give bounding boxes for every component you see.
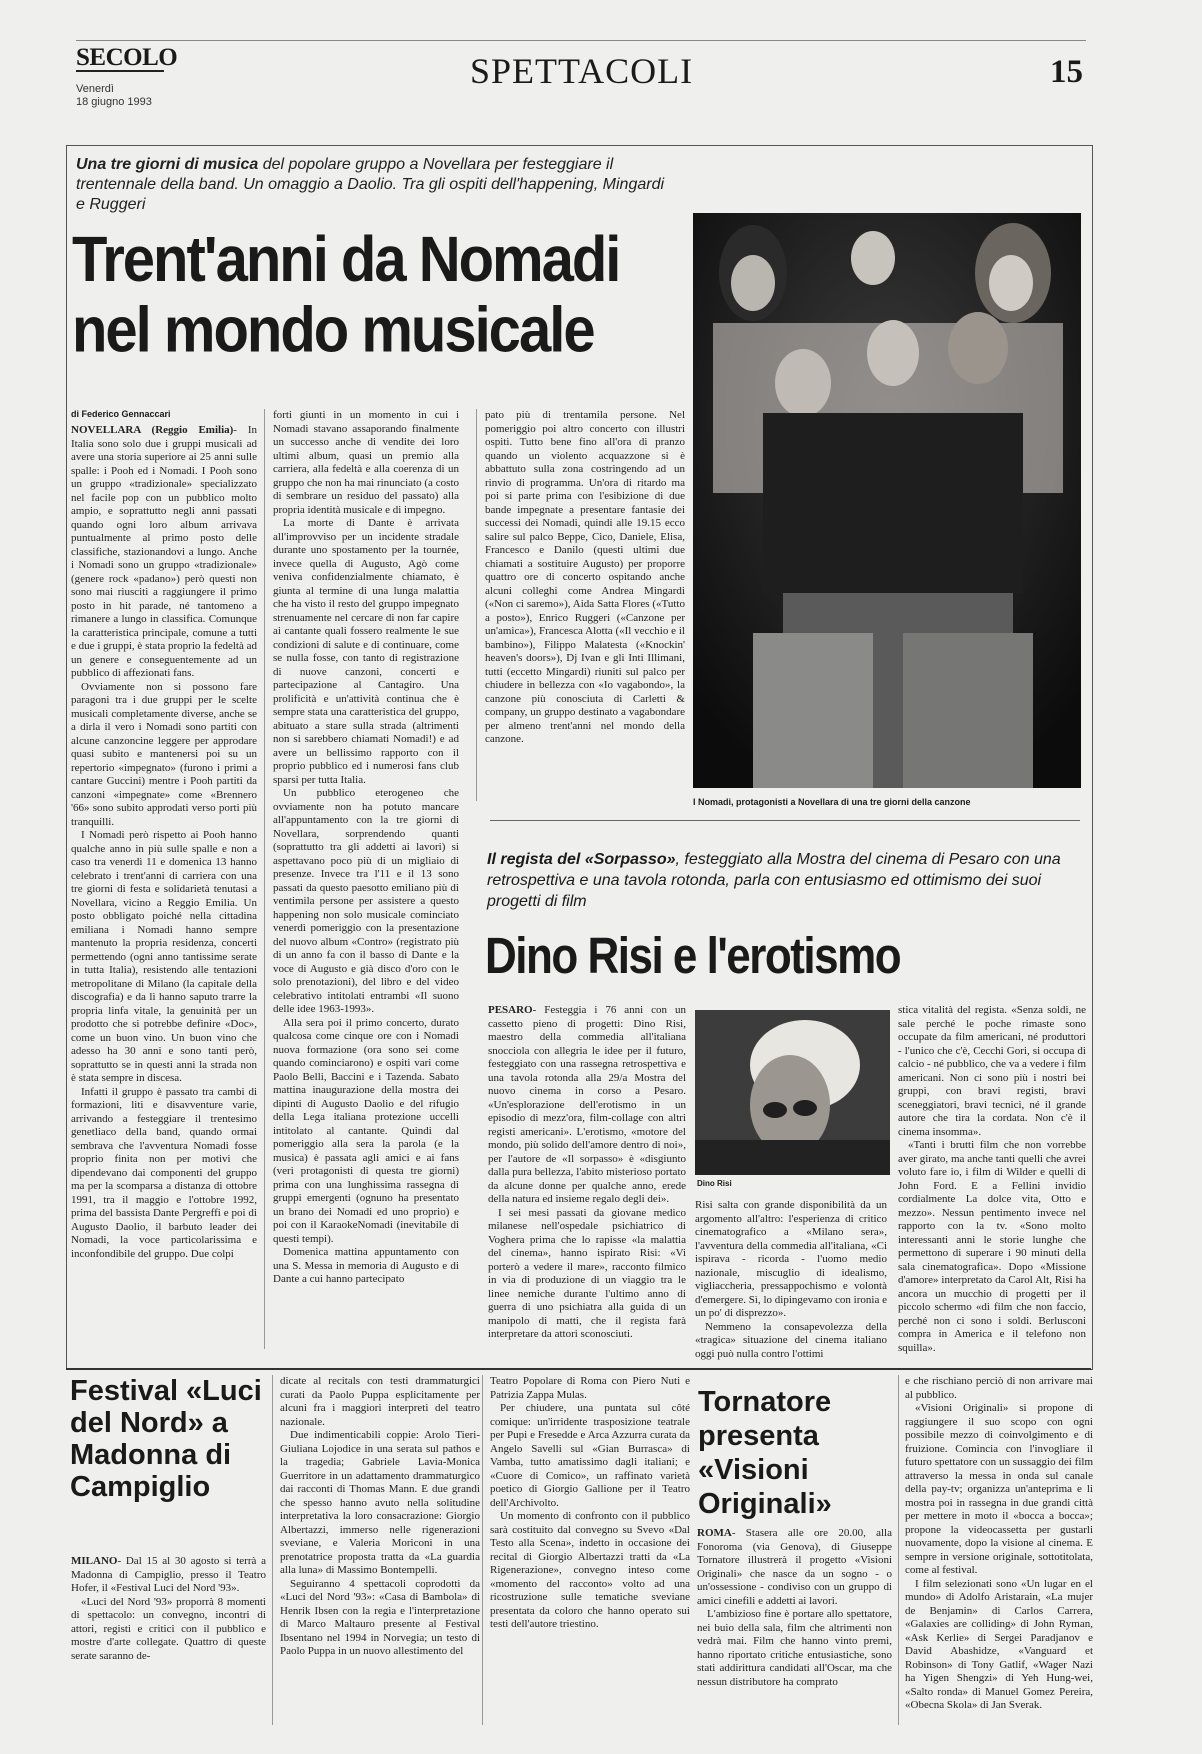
festival-dateline: MILANO	[71, 1555, 118, 1567]
tornatore-headline: Tornatore presenta «Visioni Originali»	[698, 1386, 832, 1520]
bottom-rule	[66, 1368, 1091, 1370]
risi-col2-para2: Nemmeno la consapevolezza della «tragica» situazione del cinema italiano oggi può nulla contro l'ottimi	[695, 1320, 887, 1360]
risi-column-2	[695, 1199, 887, 1360]
risi-kicker-lead: Il regista del «Sorpasso»	[487, 851, 676, 868]
top-rule	[76, 40, 1086, 41]
nomadi-column-3	[476, 409, 685, 801]
nomadi-headline-line1: Trent'anni da Nomadi	[72, 223, 620, 296]
nomadi-band-photo	[693, 213, 1081, 788]
tornatore-col2-para1: e che rischiano perciò di non arrivare mai al pubblico.	[905, 1375, 1093, 1401]
festival-column-3	[482, 1375, 690, 1725]
nomadi-kicker-rest: del popolare gruppo a Novellara per festeggiare il trentennale della band. Un omaggio a Daolio. Tra gli ospiti dell'happening, Mingardi e Ruggeri	[76, 156, 665, 213]
nomadi-col2-para3: Un pubblico eterogeneo che ovviamente non ha potuto mancare all'appuntamento con la tre giorni di Novellara, sorprendendo quanti (soprattutto tra gli addetti ai lavori) si aspettavano poco più di un migliaio di presenze. Invece tra l'11 e il 13 sono passati da questo paesotto emiliano più di ventimila persone per assistere a questo happening non solo musicale cominciato venerdì pomeriggio con la presentazione del nuovo album «Contro» (registrato più di un anno fa con il basso di Dante e la voce di Augusto e già disco d'oro con le solo prenotazioni), del libro e del video celebrativo intitolati entrambi «Il suono delle idee 1963-1993».	[273, 787, 459, 1015]
tornatore-col2-para2: «Visioni Originali» si propone di raggiungere il suo scopo con ogni possibile mezzo di coinvolgimento e di fruizione. Comincia con l'invogliare il futuro spettatore con un sussaggio dei film attraverso la messa in onda sul canale della pay-tv; organizza un'anteprima e li mostra poi in rassegna in due grandi città per mettere in moto il «bocca a bocca»; propone la videocassetta per gustarli nuovamente, dopo la visione al cinema. E sempre in versione originale, sottotitolata, come al festival.	[905, 1402, 1093, 1576]
nomadi-col1-para4: Infatti il gruppo è passato tra cambi di formazioni, liti e disavventure varie, arrivando a festeggiare il trentesimo genetliaco della band, quando ormai sembrava che l'avventura Nomadi fosse proprio finita non per motivi che dipendevano dai componenti del gruppo ma per la scomparsa a distanza di ottobre 1991, tra il maggio e l'ottobre 1992, prima del bassista Dante Pergreffi e poi di Augusto Daolio, il barbuto leader dei Nomadi, la voce particolarissima e inconfondibile del gruppo. Due colpi	[71, 1085, 257, 1260]
section-title: SPETTACOLI	[470, 51, 694, 91]
festival-col3-para3: Un momento di confronto con il pubblico sarà costituito dal convegno su Svevo «Dal Testo alla Scena», indetto in occasione dei recital di Giorgio Albertazzi tratti da «La Rigenerazione», convegno inteso come «momento del racconto» volto ad una ricostruzione sulle tematiche sveviane presentata da coloro che hanno operato sui testi dell'autore triestino.	[490, 1510, 690, 1630]
festival-col3-para1: Teatro Popolare di Roma con Piero Nuti e Patrizia Zappa Mulas.	[490, 1375, 690, 1401]
risi-col1-para2: I sei mesi passati da giovane medico milanese nell'ospedale psichiatrico di Voghera prima che lo rapisse «la malattia del cinema», hanno ispirato Risi: «Vi porterò a vedere il mare», racconto filmico in via di produzione di un viaggio tra le linee nemiche durante l'ultimo anno di guerra di uno psichiatra alla guida di un manipolo di matti, che il regista farà interpretare da attori sconosciuti.	[488, 1206, 686, 1340]
risi-headline: Dino Risi e l'erotismo	[485, 928, 901, 985]
section-divider	[490, 820, 1080, 821]
issue-full-date: 18 giugno 1993	[76, 96, 152, 108]
risi-column-3	[898, 1004, 1086, 1354]
nomadi-col2-para5: Domenica mattina appuntamento con una S. Messa in memoria di Augusto e di Dante a cui hanno partecipato	[273, 1246, 459, 1285]
risi-column-1	[488, 1004, 686, 1344]
risi-col1-text: - Festeggia i 76 anni con un cassetto pieno di progetti: Dino Risi, maestro della commedia all'italiana snocciola con allegria le idee per il futuro, festeggiato con una rassegna retrospettiva e una tavola rotonda alla 29/a Mostra del nuovo cinema in corso a Pesaro. «Un'esplorazione dell'erotismo in un episodio di mezz'ora, film-collage con altri registi americani». L'erotismo, «motore del mondo, più solido dell'amore dentro di noi», per l'autore de «Il sorpasso» è «disgiunto dalla pura bellezza, l'abito misterioso portato da alcune donne per qualche anno, erede della natura ed insieme regalo degli dei».	[488, 1004, 686, 1205]
nomadi-kicker-lead: Una tre giorni di musica	[76, 156, 259, 173]
festival-col2-para2: Due indimenticabili coppie: Arolo Tieri-Giuliana Lojodice in una serata sul pathos e la tragedia; Gabriele Lavia-Monica Guerritore in un adattamento drammaturgico dai racconti di Thomas Mann. E due grandi che spesso hanno avuto nella solitudine interpretativa la loro consacrazione: Giorgio Albertazzi, immerso nelle rigenerazioni sveviane, e Valeria Moriconi in una prenotatrice proposta tratta da «La guardia alla luna» di Massimo Bontempelli.	[280, 1429, 480, 1576]
risi-photo-caption: Dino Risi	[697, 1179, 732, 1188]
logo-underline	[76, 70, 164, 76]
nomadi-col1-text: - In Italia sono solo due i gruppi musicali ad avere una storia superiore ai 25 anni sulle spalle: i Pooh ed i Nomadi. I Pooh sono un gruppo «tradizionale» specializzato nel facile pop con un pubblico molto ampio, e soprattutto negli anni passati quando ogni loro album arrivava puntualmente al primo posto delle classifiche, stazionandovi a lungo. Anche i Nomadi sono un gruppo «tradizionale» (genere rock «padano») però questi non sono mai riusciti a raggiungere il primo posto in hit parade, né tantomeno a rimanere a lungo in classifica. Comunque la caratteristica principale, comune a tutti e due i gruppi, è stata proprio la fedeltà ad un genere e conseguentemente ad un pubblico di affezionati fans.	[71, 424, 257, 679]
risi-dateline: PESARO	[488, 1004, 533, 1016]
nomadi-column-2	[264, 409, 459, 1349]
portrait-graphic	[695, 1010, 890, 1175]
dino-risi-portrait	[695, 1010, 890, 1175]
festival-col1-text: - Dal 15 al 30 agosto si terrà a Madonna di Campiglio, presso il Teatro Hofer, il «Festival Luci del Nord '93».	[71, 1555, 266, 1594]
tornatore-col2-para3: I film selezionati sono «Un lugar en el mundo» di Adolfo Aristarain, «La mujer de Benjamin» di Carlos Carrera, «Galaxies are colliding» di John Ryman, «Ask Kerlie» di Sergei Paradjanov e David Abashidze, «Vanguard et Robinson» di Tony Gatlif, «Wager Nazi ha Yigen Shengzi» di Yeh Hung-wei, «Salto ronda» di Manuel Gomez Pereira, «Obecna Skola» di Jan Sverak.	[905, 1577, 1093, 1711]
tornatore-column-1	[697, 1527, 892, 1725]
nomadi-byline: di Federico Gennaccari	[71, 409, 171, 419]
festival-headline: Festival «Luci del Nord» a Madonna di Campiglio	[70, 1375, 262, 1503]
nomadi-photo-caption: I Nomadi, protagonisti a Novellara di una tre giorni della canzone	[693, 797, 971, 807]
risi-col3-para1: stica vitalità del regista. «Senza soldi, ne sale perché le poche rimaste sono occupate da film americani, né produttori - l'unico che c'è, Cecchi Gori, si occupa di calcio - né pubblico, che va a vedere i film americani. Non ci sono più i nostri bei gruppi, con bravi registi, bravi sceneggiatori, bravi tecnici, né il grande autore che tira la cordata. Non c'è il cinema insomma».	[898, 1004, 1086, 1138]
nomadi-col2-para1: forti giunti in un momento in cui i Nomadi stavano assaporando finalmente un successo anche di vendite dei loro ultimi album, quasi un premio alla carriera, alla fedeltà e alla coerenza di un gruppo che non ha mai rinunciato (a costo di sembrare un residuo del passato) alla propria identità musicale e di impegno.	[273, 409, 459, 516]
nomadi-headline-line2: nel mondo musicale	[72, 294, 594, 366]
nomadi-col1-para3: I Nomadi però rispetto ai Pooh hanno qualche anno in più sulle spalle e non a caso tra venerdì 11 e domenica 13 hanno celebrato i trent'anni di carriera con una tre giorni di festa e solidarietà tenutasi a Novellara, vicino a Reggio Emilia. Un posto obbligato poiché nella cittadina emiliana i Nomadi hanno sempre mantenuto la propria residenza, concerti permettendo (ogni anno tantissime serate in tutta Italia), resistendo alle tentazioni metropolitane di Milano (la capitale della discografia) e da lì hanno saputo trarre la propria linfa vitale, la genuinità per un prodotto che si potrebbe definire «Doc», come un buon vino. Un buon vino che adesso ha 30 anni e sono tanti però, soprattutto se in questi anni la strada non è stata sempre in discesa.	[71, 829, 257, 1084]
festival-col1-para2: «Luci del Nord '93» proporrà 8 momenti di spettacolo: un convegno, incontri di attori, registi e critici con il pubblico e mostre d'arte collegate. Quattro di queste serate saranno de-	[71, 1595, 266, 1662]
page-number: 15	[1050, 54, 1083, 90]
festival-col3-para2: Per chiudere, una puntata sul côté comique: un'irridente trasposizione teatrale per Pupi e Fresedde e Arca Azzurra curata da Angelo Savelli sul «Gian Burrasca» di Vamba, tutto amatissimo dagli italiani; e «Cuore di Comico», un raffinato varietà poetico di Giorgio Gallione per il Teatro dell'Archivolto.	[490, 1402, 690, 1509]
risi-kicker-rest: , festeggiato alla Mostra del cinema di Pesaro con una retrospettiva e una tavola rotonda, parla con entusiasmo ed ottimismo dei suoi progetti di film	[487, 851, 1061, 910]
nomadi-col2-para4: Alla sera poi il primo concerto, durato qualcosa come cinque ore con i Nomadi nuova formazione (ora sono sei come quando cominciarono) e ospiti vari come Paolo Belli, Baccini e i Tazenda. Sabato mattina inaugurazione della mostra dei dipinti di Augusto Daolio e del rifugio della Lega italiana protezione uccelli intitolato al cantante. Quindi dal pomeriggio alla sera la parola (e la musica) è passata agli amici e ai fans (veri protagonisti di questa tre giorni) prima con una lunghissima rassegna di gruppi emergenti (ognuno ha presentato un brano dei Nomadi ed uno proprio) e poi con il KaraokeNomadi (inevitabile di questi tempi).	[273, 1016, 459, 1245]
festival-col2-para3: Seguiranno 4 spettacoli coprodotti da «Luci del Nord '93»: «Casa di Bambola» di Henrik Ibsen con la regia e l'interpretazione di Marco Maltauro presente al Festival Ibsentano nel 1994 in Norvegia; un testo di Paolo Puppa in un nuovo allestimento del	[280, 1577, 480, 1657]
nomadi-col1-para2: Ovviamente non si possono fare paragoni tra i due gruppi per le scelte musicali completamente diverse, anche se a dirla il vero i Nomadi sono partiti con alcune canzoncine leggere per approdare quasi subito e mantenersi poi su un repertorio «impegnato» (furono i primi a cantare Guccini) mentre i Pooh partiti da canzoni «impegnate» come «Brennero '66» sono subito approdati verso porti più tranquilli.	[71, 680, 257, 828]
tornatore-column-2	[898, 1375, 1093, 1725]
festival-col2-para1: dicate al recitals con testi drammaturgici curati da Paolo Puppa esplicitamente per alcuni fra i maggiori interpreti del teatro nazionale.	[280, 1375, 480, 1428]
band-photo-graphic	[693, 213, 1081, 788]
nomadi-dateline: NOVELLARA (Reggio Emilia)	[71, 424, 234, 436]
festival-column-1	[71, 1555, 266, 1725]
newspaper-logo: SECOLO	[76, 44, 178, 71]
nomadi-headline	[72, 225, 692, 366]
tornatore-col1-para2: L'ambizioso fine è portare allo spettatore, nei buio della sala, film che altrimenti non vedrà mai. Film che hanno vinto premi, hanno riportato critiche entusiastiche, sono stati addirittura candidati all'Oscar, ma che nessun distributore ha comprato	[697, 1608, 892, 1688]
festival-column-2	[272, 1375, 480, 1725]
nomadi-column-1	[71, 424, 257, 1349]
risi-col2-para1: Risi salta con grande disponibilità da un argomento all'altro: l'esperienza di critico cinematografico a «Milano sera», l'avventura della commedia all'italiana, «Ci ispirava - ricorda - l'uomo medio nazionale, miscuglio di idealismo, vigliaccheria, pressappochismo e volontà d'emergere. Sì, lo dipingevamo con ironia e un po' di disprezzo».	[695, 1199, 887, 1319]
nomadi-col3-text: pato più di trentamila persone. Nel pomeriggio poi altro concerto con illustri ospiti. Tutto bene fino all'ora di pranzo quando un violento acquazzone si è abbattuto sulla zona costringendo ad un rinvio di programma. Un'ora di ritardo ma poi si parte prima con l'esibizione di due bande impegnate a presentare fantasie dei successi dei Nomadi, quindi alle 19.15 ecco salire sul palco Beppe, Cico, Daniele, Elisa, Francesco e Danilo (questi ultimi due chiamati a sostituire Augusto) per proporre quattro ore di concerto ospitando anche alcuni colleghi come Andrea Mingardi («Non ci saremo»), Aida Satta Flores («Tutto a posto»), Enrico Ruggeri («Canzone per un'amica»), Francesca Alotta («Il vecchio e il bambino»), Filippo Malatesta («Knockin' heaven's doors»), Dj Ivan e gli Inti Illimani, tutti (eccetto Mingardi) riuniti sul palco per chiudere in bellezza con «Io vagabondo», la canzone più conosciuta di Carletti & company, un gruppo destinato a vagabondare per almeno trent'anni nel mondo della canzone.	[485, 409, 685, 745]
issue-day: Venerdì	[76, 83, 114, 95]
issue-date	[76, 83, 152, 109]
tornatore-dateline: ROMA	[697, 1527, 732, 1539]
risi-kicker	[487, 849, 1077, 912]
risi-col3-para2: «Tanti i brutti film che non vorrebbe aver girato, ma anche tanti quelli che avrei voluto fare io, i film di Wilder e quelli di John Ford. E a Fellini invidio cordialmente La dolce vita, Otto e mezzo». Nessun pentimento invece nel rapporto con la tv. «Sono molto interessanti anni le storie lunghe che permettono di superare i 90 minuti della sala cinematografica». Dopo «Missione d'amore» interpretato da Carol Alt, Risi ha ancora un mucchio di progetti per il piccolo schermo «di film che non faccio, perché non ci sono i soldi. Berlusconi compra in America e il telefono non squilla».	[898, 1139, 1086, 1354]
tornatore-col1-text: - Stasera alle ore 20.00, alla Fonoroma (via Genova), di Giuseppe Tornatore illustrerà il progetto «Visioni Originali» che nasce da un sogno - o un'ossessione - condiviso con un gruppo di amici cinefili e addetti ai lavori.	[697, 1527, 892, 1607]
nomadi-col2-para2: La morte di Dante è arrivata all'improvviso per un incidente stradale durante uno spostamento per la tournée, invece quella di Augusto, Agò come veniva confidenzialmente chiamato, è giunta al termine di una lunga malattia che ha visto il resto del gruppo impegnato strenuamente nel cercare di non far capire ai cantante quali fossero realmente le sue condizioni di salute e di continuare, come se nulla fosse, con tanto di registrazione di nuove canzoni, concerti e partecipazione al Cantagiro. Una prolificità e un'attività continua che è sempre stata una caratteristica del gruppo, abituato a stare sulla strada (altrimenti non si sarebbero chiamati Nomadi!) e ad avere un bellissimo rapporto con il proprio pubblico ed i numerosi fans club sparsi per tutta Italia.	[273, 517, 459, 786]
nomadi-kicker	[76, 155, 676, 215]
